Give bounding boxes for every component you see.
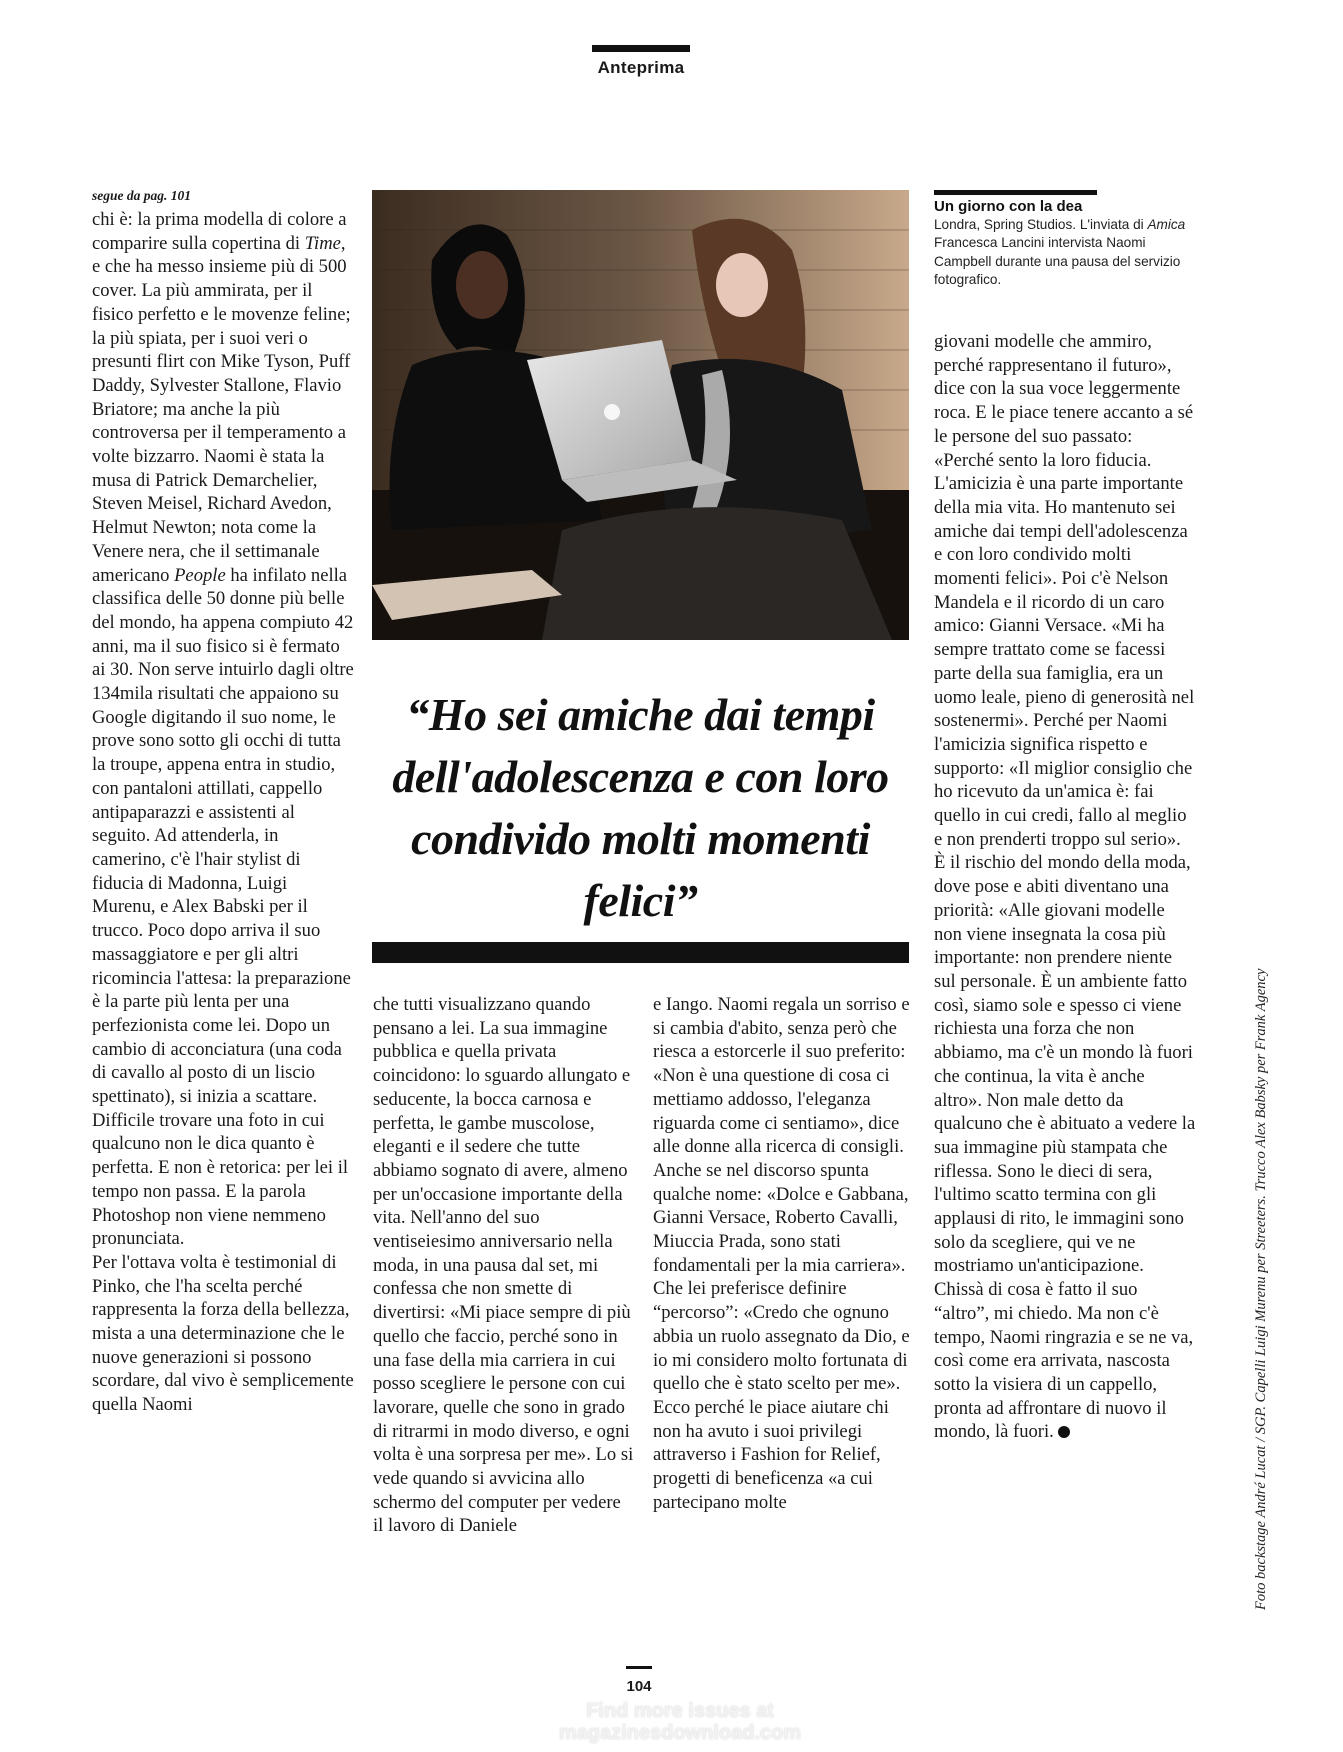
article-column-2 — [373, 993, 635, 1538]
watermark-text: Find more issues at — [586, 1700, 774, 1722]
caption-rule — [934, 190, 1097, 195]
paragraph: chi è: la prima modella di colore a comparire sulla copertina di Time, e che ha messo insieme più di 500 cover. La più ammirata, per il fisico perfetto e le movenze feline; la più spiata, per i suoi veri o presunti flirt con Mike Tyson, Puff Daddy, Sylvester Stallone, Flavio Briatore; ma anche la più controversa per il temperamento a volte bizzarro. Naomi è stata la musa di Patrick Demarchelier, Steven Meisel, Richard Avedon, Helmut Newton; nota come la Venere nera, che il settimanale americano People ha infilato nella classifica delle 50 donne più belle del mondo, ha appena compiuto 42 anni, ma il suo fisico si è fermato ai 30. Non serve intuirlo dagli oltre 134mila risultati che appaiono su Google digitando il suo nome, le prove sono sotto gli occhi di tutta la troupe, appena entra in studio, con pantaloni attillati, cappello antipaparazzi e assistenti al seguito. Ad attenderla, in camerino, c'è l'hair stylist di fiducia di Madonna, Luigi Murenu, e Alex Babski per il trucco. Poco dopo arriva il suo massaggiatore e per gli altri ricomincia l'attesa: la preparazione è la parte più lenta per una perfezionista come lei. Dopo un cambio di acconciatura (una coda di cavallo al posto di un liscio spettinato), si inizia a scattare. Difficile trovare una foto in cui qualcuno non le dica quanto è perfetta. E non è retorica: per lei il tempo non passa. E la parola Photoshop non viene nemmeno pronunciata. — [92, 209, 354, 1250]
paragraph: Per l'ottava volta è testimonial di Pinko, che l'ha scelta perché rappresenta la forza della bellezza, mista a una determinazione che le nuove generazioni si possono scordare, dal vivo è semplicemente quella Naomi — [92, 1251, 354, 1416]
article-column-4 — [934, 330, 1196, 1444]
continued-from-label: segue da pag. 101 — [92, 188, 191, 203]
article-column-1 — [92, 208, 354, 1417]
publication-name: Amica — [1147, 217, 1186, 233]
paragraph: Anche se nel discorso spunta qualche nome: «Dolce e Gabbana, Gianni Versace, Roberto Cavalli, Miuccia Prada, sono stati fondamentali per la mia carriera». Che lei preferisce definire “percorso”: «Credo che ognuno abbia un ruolo assegnato da Dio, e io mi considero molto fortunata di quello che è stato scelto per me». Ecco perché le piace aiutare chi non ha avuto i suoi privilegi attraverso i Fashion for Relief, progetti di beneficenza «a cui partecipano molte — [653, 1159, 910, 1513]
photo-illustration — [372, 190, 909, 640]
article-column-3 — [653, 993, 915, 1514]
quote-rule — [372, 942, 909, 963]
paragraph: che tutti visualizzano quando pensano a lei. La sua immagine pubblica e quella privata coincidono: lo sguardo allungato e seducente, la bocca carnosa e perfetta, le gambe muscolose, eleganti e il sedere che tutte abbiamo sognato di avere, almeno per un'occasione importante della vita. Nell'anno del suo ventiseiesimo anniversario nella moda, in una pausa dal set, mi confessa che non smette di divertirsi: «Mi piace sempre di più quello che faccio, perché sono in una fase della mia carriera in cui posso scegliere le persone con cui lavorare, quelle che sono in grado di ritrarmi in modo diverso, e ogni volta è una sorpresa per me». Lo si vede quando si avvicina allo schermo del computer per vedere il lavoro di Daniele — [373, 994, 634, 1537]
paragraph: e Iango. Naomi regala un sorriso e si cambia d'abito, senza però che riesca a estorcerle il suo preferito: «Non è una questione di cosa ci mettiamo addosso, l'eleganza riguarda come ci sentiamo», dice alle donne alla ricerca di consigli. — [653, 994, 910, 1158]
section-rule — [592, 45, 690, 52]
end-mark-icon — [1058, 1426, 1070, 1438]
pull-quote: “Ho sei amiche dai tempi dell'adolescenza e con loro condivido molti momenti felici” — [392, 689, 889, 926]
photo-caption: Un giorno con la dea Londra, Spring Studios. L'inviata di Amica Francesca Lancini intervista Naomi Campbell durante una pausa del servizio fotografico. — [934, 198, 1194, 289]
page-number: 104 — [626, 1678, 652, 1695]
photo-credits: Foto backstage André Lucat / SGP. Capelli Luigi Murenu per Streeters. Trucco Alex Babsky per Frank Agency — [1253, 968, 1269, 1610]
paragraph: giovani modelle che ammiro, perché rappresentano il futuro», dice con la sua voce leggermente roca. E le piace tenere accanto a sé le persone del suo passato: «Perché sento la loro fiducia. L'amicizia è una parte importante della mia vita. Ho mantenuto sei amiche dai tempi dell'adolescenza e con loro condivido molti momenti felici». Poi c'è Nelson Mandela e il ricordo di un caro amico: Gianni Versace. «Mi ha sempre trattato come se facessi parte della sua famiglia, era un uomo leale, pieno di generosità nel sostenermi». Perché per Naomi l'amicizia significa rispetto e supporto: «Il miglior consiglio che ho ricevuto da un'amica è: fai quello in cui credi, fallo al meglio e non prenderti troppo sul serio». È il rischio del mondo della moda, dove pose e abiti diventano una priorità: «Alle giovani modelle non viene insegnata la cosa più importante: non prendere niente sul personale. È un ambiente fatto così, siamo sole e spesso ci viene richiesta una forza che non abbiamo, ma c'è un mondo là fuori che continua, la vita è anche altro». Non male detto da qualcuno che è abituato a vedere la sua immagine più stampata che riflessa. Sono le dieci di sera, l'ultimo scatto termina con gli applausi di rito, le immagini sono solo da scegliere, qui ve ne mostriamo un'anticipazione. Chissà di cosa è fatto il suo “altro”, mi chiedo. Ma non c'è tempo, Naomi ringrazia e se ne va, così come era arrivata, nascosta sotto la visiera di un cappello, pronta ad affrontare di nuovo il mondo, là fuori. — [934, 331, 1196, 1443]
caption-title: Un giorno con la dea — [934, 198, 1083, 215]
watermark-url: magazinesdownload.com — [558, 1722, 802, 1744]
article-photo — [372, 190, 909, 640]
publication-name: Time — [304, 232, 341, 254]
page-number-rule — [626, 1666, 652, 1669]
section-label: Anteprima — [597, 58, 685, 77]
publication-name: People — [174, 564, 226, 586]
